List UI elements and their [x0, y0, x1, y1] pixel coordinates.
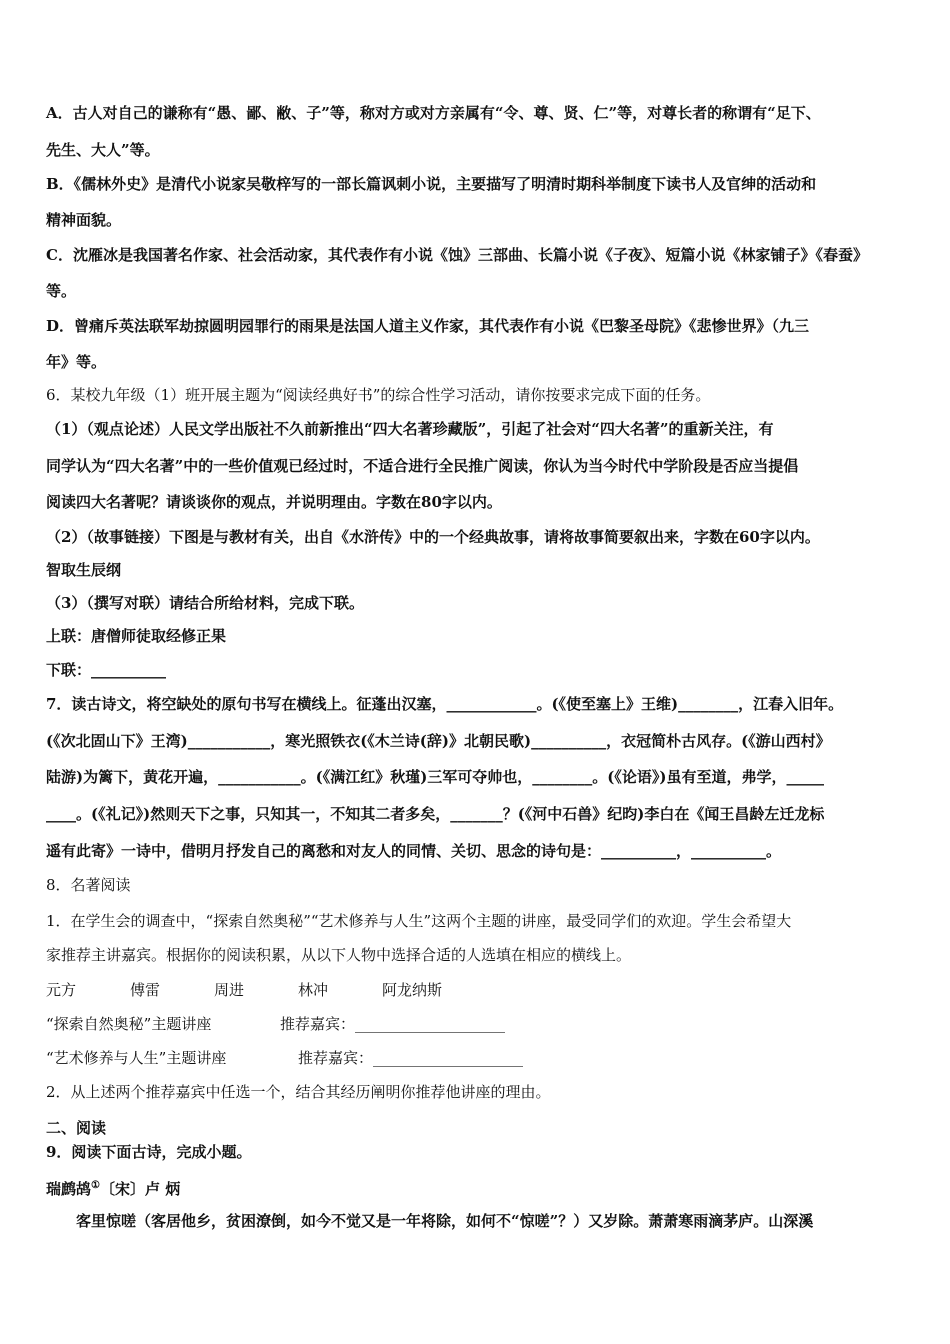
- question-7-line-5: 遥有此寄》一诗中，借明月抒发自己的离愁和对友人的同情、关切、思念的诗句是：__________，__________。: [46, 842, 782, 860]
- question-7-line-4: ____。(《礼记》)然则天下之事，只知其一，不知其二者多矣，_______？(《河中石兽》纪昀)李白在《闻王昌龄左迁龙标: [46, 805, 825, 823]
- question-6-1-line-3: 阅读四大名著呢？请谈谈你的观点，并说明理由。字数在80字以内。: [46, 493, 502, 511]
- question-8-1-line-1: 1．在学生会的调查中，“探索自然奥秘”“艺术修养与人生”这两个主题的讲座，最受同学们的欢迎。学生会希望大: [46, 912, 792, 930]
- option-b-line-1: B．《儒林外史》是清代小说家吴敬梓写的一部长篇讽刺小说，主要描写了明清时期科举制度下读书人及官绅的活动和: [46, 175, 817, 193]
- lecture-2-recommend: 推荐嘉宾：____________________: [298, 1049, 524, 1067]
- candidate-names: [46, 979, 910, 1001]
- couplet-lower: 下联：__________: [46, 661, 167, 679]
- candidate-name: 阿龙纳斯: [382, 981, 443, 999]
- option-a-line-1: A．古人对自己的谦称有“愚、鄙、敝、子”等，称对方或对方亲属有“令、尊、贤、仁”等，对尊长者的称谓有“足下、: [46, 104, 821, 122]
- option-d-line-2: 年》等。: [46, 353, 107, 371]
- question-7-line-2: (《次北固山下》王湾)___________，寒光照铁衣(《木兰诗(辞)》北朝民歌)__________，衣冠简朴古风存。(《游山西村》: [46, 732, 831, 750]
- candidate-name: 元方: [46, 981, 77, 999]
- lecture-1-recommend: 推荐嘉宾：____________________: [280, 1015, 506, 1033]
- couplet-upper: 上联：唐僧师徒取经修正果: [46, 627, 227, 645]
- lecture-1-row: [46, 1013, 910, 1035]
- question-6-2-line-2: 智取生辰纲: [46, 561, 122, 579]
- question-7-line-3: 陆游)为篱下，黄花开遍，___________。(《满江红》秋瑾)三军可夺帅也，________。(《论语》)虽有至道，弗学，_____: [46, 768, 824, 786]
- option-b-line-2: 精神面貌。: [46, 211, 122, 229]
- lecture-2-title: “艺术修养与人生”主题讲座: [46, 1049, 227, 1067]
- candidate-name: 林冲: [298, 981, 329, 999]
- option-c-line-2: 等。: [46, 282, 77, 300]
- poem-author: 〔宋〕卢 炳: [99, 1180, 181, 1198]
- question-8-1-line-2: 家推荐主讲嘉宾。根据你的阅读积累，从以下人物中选择合适的人选填在相应的横线上。: [46, 946, 632, 964]
- question-7-line-1: 7．读古诗文，将空缺处的原句书写在横线上。征蓬出汉塞，____________。(《使至塞上》王维)________，江春入旧年。: [46, 695, 844, 713]
- question-8: 8．名著阅读: [46, 876, 131, 894]
- question-6-2-line-1: （2）（故事链接）下图是与教材有关，出自《水浒传》中的一个经典故事，请将故事简要叙出来，字数在60字以内。: [46, 528, 820, 546]
- option-d-line-1: D．曾痛斥英法联军劫掠圆明园罪行的雨果是法国人道主义作家，其代表作有小说《巴黎圣母院》《悲惨世界》（九三: [46, 317, 810, 335]
- candidate-name: 傅雷: [130, 981, 161, 999]
- question-6: 6．某校九年级（1）班开展主题为“阅读经典好书”的综合性学习活动，请你按要求完成下面的任务。: [46, 386, 711, 404]
- poem-title: 瑞鹧鸪: [46, 1180, 92, 1198]
- question-6-1-line-1: （1）（观点论述）人民文学出版社不久前新推出“四大名著珍藏版”，引起了社会对“四大名著”的重新关注，有: [46, 420, 774, 438]
- question-8-2: 2．从上述两个推荐嘉宾中任选一个，结合其经历阐明你推荐他讲座的理由。: [46, 1083, 551, 1101]
- poem-heading: [46, 1175, 910, 1200]
- question-6-3: （3）（撰写对联）请结合所给材料，完成下联。: [46, 594, 364, 612]
- candidate-name: 周进: [214, 981, 245, 999]
- question-9: 9．阅读下面古诗，完成小题。: [46, 1143, 252, 1161]
- section-reading-heading: 二、阅读: [46, 1119, 107, 1137]
- poem-note-mark: ①: [91, 1180, 100, 1191]
- option-c-line-1: C．沈雁冰是我国著名作家、社会活动家，其代表作有小说《蚀》三部曲、长篇小说《子夜》、短篇小说《林家铺子》《春蚕》: [46, 246, 868, 264]
- option-a-line-2: 先生、大人”等。: [46, 141, 160, 159]
- question-6-1-line-2: 同学认为“四大名著”中的一些价值观已经过时，不适合进行全民推广阅读，你认为当今时代中学阶段是否应当提倡: [46, 457, 799, 475]
- lecture-2-row: [46, 1047, 910, 1069]
- lecture-1-title: “探索自然奥秘”主题讲座: [46, 1015, 212, 1033]
- poem-text-line: 客里惊嗟（客居他乡，贫困潦倒，如今不觉又是一年将除，如何不“惊嗟”？）又岁除。萧萧寒雨滴茅庐。山深溪: [76, 1212, 814, 1230]
